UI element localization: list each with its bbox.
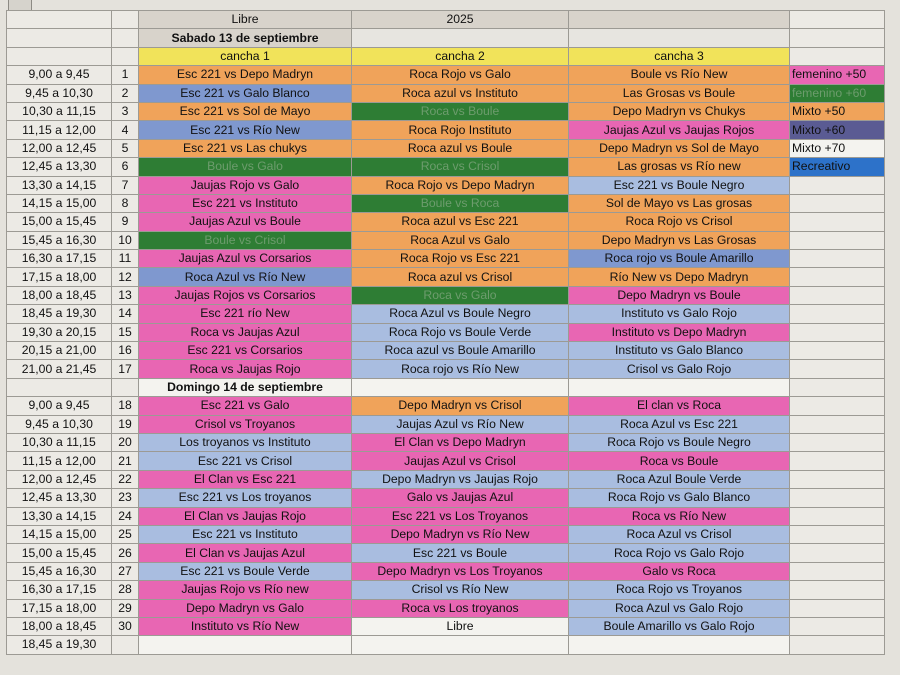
time-slot[interactable]: 20,15 a 21,00 (7, 342, 112, 360)
match-row (7, 323, 885, 341)
cell-empty[interactable] (790, 470, 885, 488)
cell-empty[interactable] (112, 11, 139, 29)
court-2-match[interactable]: Roca azul vs Esc 221 (352, 213, 569, 231)
match-number[interactable]: 22 (112, 470, 139, 488)
cell-empty[interactable] (790, 305, 885, 323)
match-row (7, 176, 885, 194)
legend-item[interactable]: femenino +50 (790, 66, 885, 84)
court-3-match[interactable]: Boule Amarillo vs Galo Rojo (569, 617, 790, 635)
court-3-match[interactable]: Esc 221 vs Boule Negro (569, 176, 790, 194)
match-row (7, 581, 885, 599)
cell-empty[interactable] (352, 29, 569, 47)
cell-empty[interactable] (790, 250, 885, 268)
time-slot[interactable]: 16,30 a 17,15 (7, 581, 112, 599)
court-2-match[interactable]: Roca rojo vs Río New (352, 360, 569, 378)
court-1-match[interactable]: El Clan vs Jaujas Rojo (139, 507, 352, 525)
court-2-match[interactable]: Libre (352, 617, 569, 635)
time-slot[interactable]: 15,45 a 16,30 (7, 231, 112, 249)
match-row (7, 194, 885, 212)
cell-empty[interactable] (352, 378, 569, 396)
cell-empty[interactable] (790, 617, 885, 635)
court-2-match[interactable]: Roca Azul vs Boule Negro (352, 305, 569, 323)
match-number[interactable] (112, 636, 139, 654)
cell-empty[interactable] (790, 433, 885, 451)
match-number[interactable]: 12 (112, 268, 139, 286)
match-row (7, 250, 885, 268)
match-number[interactable]: 11 (112, 250, 139, 268)
court-3-match[interactable]: Roca Rojo vs Crisol (569, 213, 790, 231)
court-1-match[interactable]: Esc 221 vs Galo (139, 397, 352, 415)
match-row (7, 636, 885, 654)
time-slot[interactable]: 15,00 a 15,45 (7, 213, 112, 231)
court-2-match[interactable]: Depo Madryn vs Los Troyanos (352, 562, 569, 580)
court-3-match[interactable]: Boule vs Río New (569, 66, 790, 84)
match-row (7, 342, 885, 360)
time-slot[interactable]: 12,45 a 13,30 (7, 158, 112, 176)
court-2-match[interactable] (352, 636, 569, 654)
court-1-match[interactable]: Esc 221 vs Sol de Mayo (139, 102, 352, 120)
court-1-match[interactable]: Esc 221 vs Depo Madryn (139, 66, 352, 84)
time-slot[interactable]: 19,30 a 20,15 (7, 323, 112, 341)
cell-empty[interactable] (569, 29, 790, 47)
match-row (7, 599, 885, 617)
court-3-match[interactable]: Roca Azul vs Esc 221 (569, 415, 790, 433)
court-3-match[interactable]: Las grosas vs Río new (569, 158, 790, 176)
legend-item[interactable]: Mixto +60 (790, 121, 885, 139)
court-3-match[interactable]: Depo Madryn vs Sol de Mayo (569, 139, 790, 157)
time-slot[interactable]: 12,00 a 12,45 (7, 470, 112, 488)
court-3-match[interactable]: Depo Madryn vs Las Grosas (569, 231, 790, 249)
match-row (7, 507, 885, 525)
court-3-match[interactable]: Roca Rojo vs Boule Negro (569, 433, 790, 451)
time-slot[interactable]: 16,30 a 17,15 (7, 250, 112, 268)
court-3-match[interactable]: Jaujas Azul vs Jaujas Rojos (569, 121, 790, 139)
title-row (7, 378, 885, 396)
match-number[interactable]: 17 (112, 360, 139, 378)
match-number[interactable]: 20 (112, 433, 139, 451)
cell-empty[interactable] (790, 378, 885, 396)
match-number[interactable]: 10 (112, 231, 139, 249)
saturday-title[interactable]: Sabado 13 de septiembre (139, 29, 352, 47)
court-1-match[interactable]: Roca vs Jaujas Azul (139, 323, 352, 341)
time-slot[interactable]: 14,15 a 15,00 (7, 525, 112, 543)
court-3-match[interactable]: Instituto vs Galo Blanco (569, 342, 790, 360)
court-2-match[interactable]: Roca Rojo vs Boule Verde (352, 323, 569, 341)
match-number[interactable]: 9 (112, 213, 139, 231)
cell-empty[interactable] (790, 194, 885, 212)
time-slot[interactable]: 18,00 a 18,45 (7, 617, 112, 635)
court-2-match[interactable]: Roca vs Boule (352, 102, 569, 120)
match-row (7, 121, 885, 139)
match-number[interactable]: 27 (112, 562, 139, 580)
cell-empty[interactable] (790, 286, 885, 304)
cell-empty[interactable] (790, 176, 885, 194)
court-3-match[interactable] (569, 636, 790, 654)
time-slot[interactable]: 9,00 a 9,45 (7, 66, 112, 84)
time-slot[interactable]: 12,45 a 13,30 (7, 489, 112, 507)
match-row (7, 286, 885, 304)
court-1-match[interactable]: Roca Azul vs Río New (139, 268, 352, 286)
match-row (7, 268, 885, 286)
court-3-match[interactable]: Roca Rojo vs Galo Rojo (569, 544, 790, 562)
match-number[interactable]: 25 (112, 525, 139, 543)
match-number[interactable]: 29 (112, 599, 139, 617)
time-slot[interactable]: 15,45 a 16,30 (7, 562, 112, 580)
time-slot[interactable]: 17,15 a 18,00 (7, 599, 112, 617)
cell-empty[interactable] (790, 47, 885, 65)
time-slot[interactable]: 18,00 a 18,45 (7, 286, 112, 304)
cell-empty[interactable] (790, 544, 885, 562)
match-number[interactable]: 8 (112, 194, 139, 212)
match-number[interactable]: 26 (112, 544, 139, 562)
court-3-match[interactable]: Sol de Mayo vs Las grosas (569, 194, 790, 212)
court-1-match[interactable]: Esc 221 vs Crisol (139, 452, 352, 470)
court-3-match[interactable]: Roca Azul vs Galo Rojo (569, 599, 790, 617)
cell-empty[interactable] (790, 268, 885, 286)
time-slot[interactable]: 10,30 a 11,15 (7, 102, 112, 120)
court-2-match[interactable]: Roca Rojo vs Esc 221 (352, 250, 569, 268)
legend-item[interactable]: Recreativo (790, 158, 885, 176)
court-1-match[interactable]: Jaujas Rojo vs Río new (139, 581, 352, 599)
cell-empty[interactable] (7, 378, 112, 396)
court-1-match[interactable]: Instituto vs Río New (139, 617, 352, 635)
match-number[interactable]: 21 (112, 452, 139, 470)
match-number[interactable]: 28 (112, 581, 139, 599)
court-1-match[interactable]: Boule vs Galo (139, 158, 352, 176)
match-row (7, 360, 885, 378)
header-year[interactable]: 2025 (352, 11, 569, 29)
match-number[interactable]: 19 (112, 415, 139, 433)
court-1-match[interactable] (139, 636, 352, 654)
legend-item[interactable]: Mixto +50 (790, 102, 885, 120)
court-1-match[interactable]: Esc 221 río New (139, 305, 352, 323)
match-number[interactable]: 24 (112, 507, 139, 525)
cell-empty[interactable] (790, 581, 885, 599)
match-row (7, 213, 885, 231)
court-1-match[interactable]: Jaujas Rojos vs Corsarios (139, 286, 352, 304)
court-3-match[interactable]: Roca vs Boule (569, 452, 790, 470)
court-1-match[interactable]: El Clan vs Esc 221 (139, 470, 352, 488)
court-1-match[interactable]: Jaujas Rojo vs Galo (139, 176, 352, 194)
match-number[interactable]: 6 (112, 158, 139, 176)
court-2-match[interactable]: Roca vs Galo (352, 286, 569, 304)
header-blank[interactable] (569, 11, 790, 29)
court-2-header[interactable]: cancha 2 (352, 47, 569, 65)
court-2-match[interactable]: Crisol vs Río New (352, 581, 569, 599)
time-slot[interactable]: 13,30 a 14,15 (7, 507, 112, 525)
match-row (7, 433, 885, 451)
cell-empty[interactable] (790, 562, 885, 580)
court-3-match[interactable]: Las Grosas vs Boule (569, 84, 790, 102)
match-row (7, 139, 885, 157)
sunday-title[interactable]: Domingo 14 de septiembre (139, 378, 352, 396)
court-3-match[interactable]: Depo Madryn vs Chukys (569, 102, 790, 120)
cell-empty[interactable] (790, 360, 885, 378)
time-slot[interactable]: 9,45 a 10,30 (7, 84, 112, 102)
court-3-match[interactable]: Instituto vs Galo Rojo (569, 305, 790, 323)
court-2-match[interactable]: Depo Madryn vs Jaujas Rojo (352, 470, 569, 488)
court-3-match[interactable]: Crisol vs Galo Rojo (569, 360, 790, 378)
court-3-header[interactable]: cancha 3 (569, 47, 790, 65)
court-2-match[interactable]: Roca Rojo vs Galo (352, 66, 569, 84)
cell-empty[interactable] (569, 378, 790, 396)
match-row (7, 305, 885, 323)
court-3-match[interactable]: Depo Madryn vs Boule (569, 286, 790, 304)
court-1-match[interactable]: Esc 221 vs Las chukys (139, 139, 352, 157)
match-number[interactable]: 14 (112, 305, 139, 323)
match-row (7, 158, 885, 176)
match-number[interactable]: 23 (112, 489, 139, 507)
match-row (7, 452, 885, 470)
court-2-match[interactable]: El Clan vs Depo Madryn (352, 433, 569, 451)
court-2-match[interactable]: Depo Madryn vs Río New (352, 525, 569, 543)
match-row (7, 470, 885, 488)
match-number[interactable]: 3 (112, 102, 139, 120)
court-1-match[interactable]: Esc 221 vs Los troyanos (139, 489, 352, 507)
match-number[interactable]: 16 (112, 342, 139, 360)
court-3-match[interactable]: El clan vs Roca (569, 397, 790, 415)
cell-empty[interactable] (112, 47, 139, 65)
header-libre[interactable]: Libre (139, 11, 352, 29)
match-number[interactable]: 30 (112, 617, 139, 635)
court-2-match[interactable]: Roca Rojo Instituto (352, 121, 569, 139)
court-1-match[interactable]: Esc 221 vs Instituto (139, 525, 352, 543)
court-3-match[interactable]: Roca Rojo vs Troyanos (569, 581, 790, 599)
match-row (7, 84, 885, 102)
court-3-match[interactable]: Galo vs Roca (569, 562, 790, 580)
court-2-match[interactable]: Roca vs Crisol (352, 158, 569, 176)
court-3-match[interactable]: Río New vs Depo Madryn (569, 268, 790, 286)
court-1-match[interactable]: Jaujas Azul vs Boule (139, 213, 352, 231)
title-row (7, 29, 885, 47)
court-2-match[interactable]: Boule vs Roca (352, 194, 569, 212)
cell-empty[interactable] (7, 11, 112, 29)
cell-empty[interactable] (790, 452, 885, 470)
court-2-match[interactable]: Depo Madryn vs Crisol (352, 397, 569, 415)
time-slot[interactable]: 12,00 a 12,45 (7, 139, 112, 157)
court-header-row (7, 47, 885, 65)
match-number[interactable]: 4 (112, 121, 139, 139)
court-1-match[interactable]: Esc 221 vs Corsarios (139, 342, 352, 360)
match-row (7, 66, 885, 84)
time-slot[interactable]: 18,45 a 19,30 (7, 636, 112, 654)
match-row (7, 562, 885, 580)
cell-empty[interactable] (790, 213, 885, 231)
cell-empty[interactable] (790, 489, 885, 507)
legend-item[interactable]: femenino +60 (790, 84, 885, 102)
court-3-match[interactable]: Roca vs Río New (569, 507, 790, 525)
cell-empty[interactable] (790, 415, 885, 433)
time-slot[interactable]: 21,00 a 21,45 (7, 360, 112, 378)
court-2-match[interactable]: Roca azul vs Instituto (352, 84, 569, 102)
time-slot[interactable]: 9,45 a 10,30 (7, 415, 112, 433)
match-number[interactable]: 18 (112, 397, 139, 415)
cell-empty[interactable] (790, 507, 885, 525)
match-number[interactable]: 15 (112, 323, 139, 341)
cell-empty[interactable] (790, 525, 885, 543)
match-row (7, 102, 885, 120)
match-number[interactable]: 13 (112, 286, 139, 304)
court-1-match[interactable]: Jaujas Azul vs Corsarios (139, 250, 352, 268)
cell-empty[interactable] (112, 378, 139, 396)
header-row (7, 11, 885, 29)
court-2-match[interactable]: Roca Rojo vs Depo Madryn (352, 176, 569, 194)
court-2-match[interactable]: Roca azul vs Boule (352, 139, 569, 157)
match-row (7, 617, 885, 635)
court-2-match[interactable]: Jaujas Azul vs Crisol (352, 452, 569, 470)
legend-item[interactable]: Mixto +70 (790, 139, 885, 157)
match-row (7, 489, 885, 507)
court-2-match[interactable]: Roca vs Los troyanos (352, 599, 569, 617)
cell-empty[interactable] (790, 323, 885, 341)
match-number[interactable]: 2 (112, 84, 139, 102)
time-slot[interactable]: 14,15 a 15,00 (7, 194, 112, 212)
time-slot[interactable]: 15,00 a 15,45 (7, 544, 112, 562)
match-number[interactable]: 7 (112, 176, 139, 194)
schedule-grid (6, 10, 885, 655)
match-row (7, 397, 885, 415)
court-2-match[interactable]: Esc 221 vs Boule (352, 544, 569, 562)
cell-empty[interactable] (790, 636, 885, 654)
court-2-match[interactable]: Roca azul vs Boule Amarillo (352, 342, 569, 360)
court-3-match[interactable]: Roca Azul Boule Verde (569, 470, 790, 488)
court-3-match[interactable]: Instituto vs Depo Madryn (569, 323, 790, 341)
court-1-match[interactable]: Crisol vs Troyanos (139, 415, 352, 433)
court-1-match[interactable]: El Clan vs Jaujas Azul (139, 544, 352, 562)
court-1-match[interactable]: Esc 221 vs Galo Blanco (139, 84, 352, 102)
court-1-match[interactable]: Depo Madryn vs Galo (139, 599, 352, 617)
court-3-match[interactable]: Roca Azul vs Crisol (569, 525, 790, 543)
time-slot[interactable]: 11,15 a 12,00 (7, 121, 112, 139)
time-slot[interactable]: 17,15 a 18,00 (7, 268, 112, 286)
court-2-match[interactable]: Galo vs Jaujas Azul (352, 489, 569, 507)
match-row (7, 231, 885, 249)
court-1-match[interactable]: Esc 221 vs Boule Verde (139, 562, 352, 580)
court-1-header[interactable]: cancha 1 (139, 47, 352, 65)
match-row (7, 525, 885, 543)
match-number[interactable]: 5 (112, 139, 139, 157)
match-row (7, 415, 885, 433)
time-slot[interactable]: 10,30 a 11,15 (7, 433, 112, 451)
time-slot[interactable]: 13,30 a 14,15 (7, 176, 112, 194)
court-1-match[interactable]: Los troyanos vs Instituto (139, 433, 352, 451)
court-3-match[interactable]: Roca rojo vs Boule Amarillo (569, 250, 790, 268)
court-2-match[interactable]: Roca Azul vs Galo (352, 231, 569, 249)
match-number[interactable]: 1 (112, 66, 139, 84)
cell-empty[interactable] (790, 599, 885, 617)
court-2-match[interactable]: Jaujas Azul vs Río New (352, 415, 569, 433)
court-1-match[interactable]: Roca vs Jaujas Rojo (139, 360, 352, 378)
cell-empty[interactable] (790, 397, 885, 415)
cell-empty[interactable] (7, 29, 112, 47)
court-2-match[interactable]: Esc 221 vs Los Troyanos (352, 507, 569, 525)
court-3-match[interactable]: Roca Rojo vs Galo Blanco (569, 489, 790, 507)
cell-empty[interactable] (790, 342, 885, 360)
time-slot[interactable]: 11,15 a 12,00 (7, 452, 112, 470)
time-slot[interactable]: 18,45 a 19,30 (7, 305, 112, 323)
cell-empty[interactable] (790, 11, 885, 29)
court-1-match[interactable]: Esc 221 vs Instituto (139, 194, 352, 212)
court-1-match[interactable]: Boule vs Crisol (139, 231, 352, 249)
cell-empty[interactable] (112, 29, 139, 47)
cell-empty[interactable] (790, 29, 885, 47)
court-2-match[interactable]: Roca azul vs Crisol (352, 268, 569, 286)
time-slot[interactable]: 9,00 a 9,45 (7, 397, 112, 415)
cell-empty[interactable] (7, 47, 112, 65)
match-row (7, 544, 885, 562)
court-1-match[interactable]: Esc 221 vs Río New (139, 121, 352, 139)
cell-empty[interactable] (790, 231, 885, 249)
